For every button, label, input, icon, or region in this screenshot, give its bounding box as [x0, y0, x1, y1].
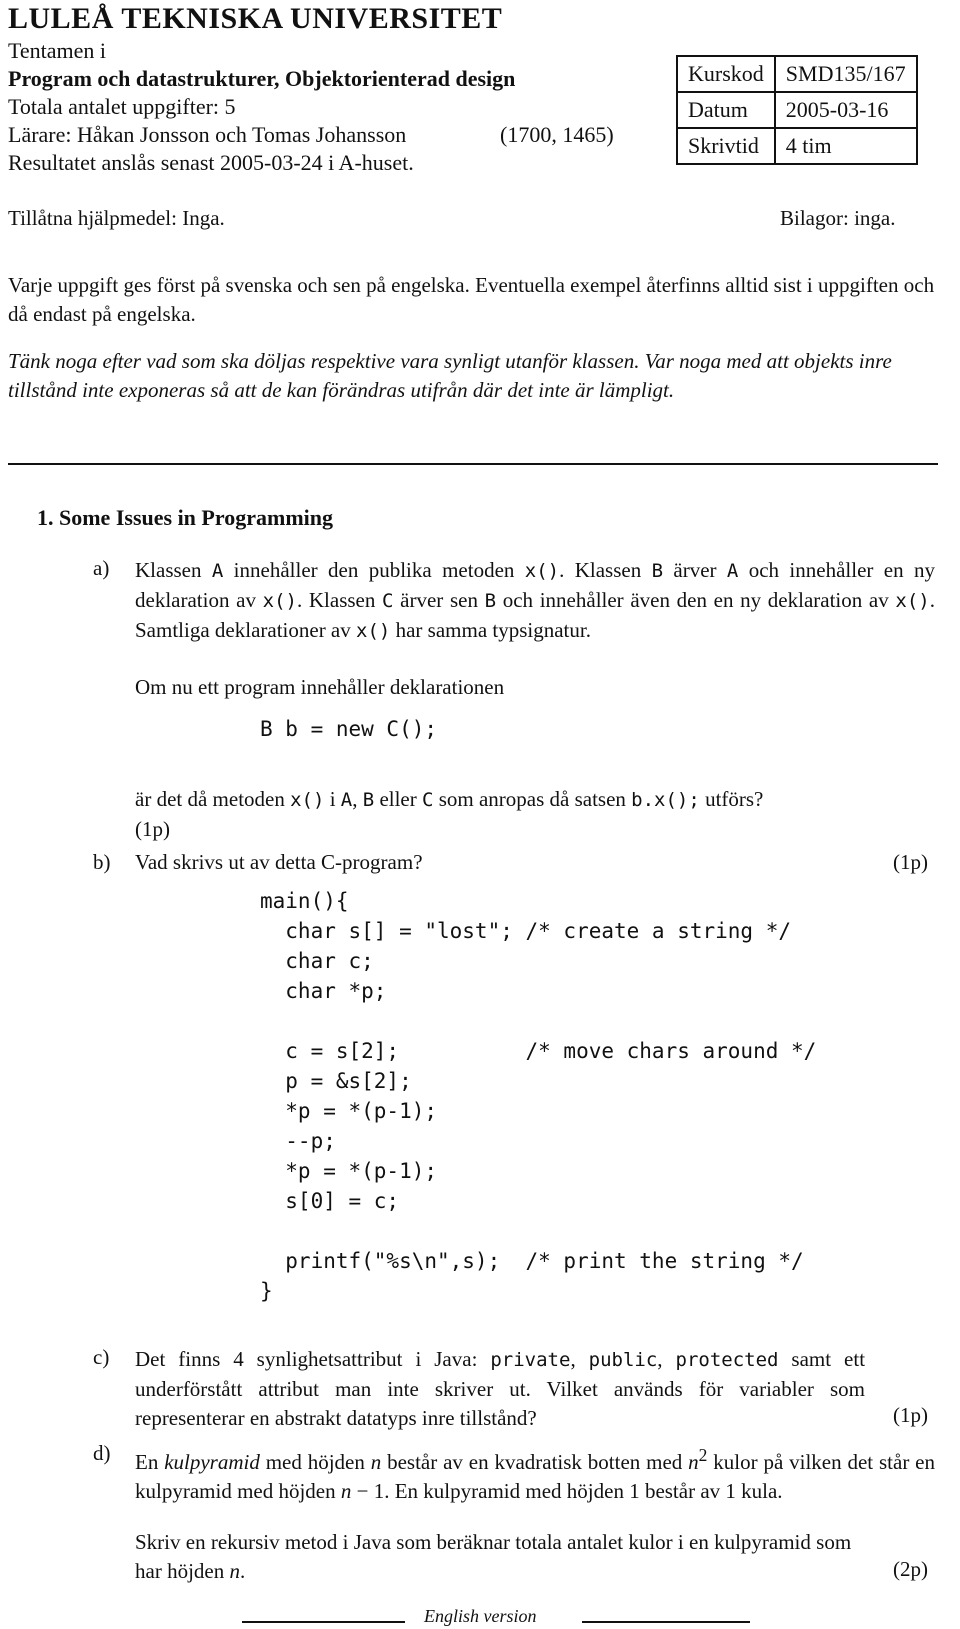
code-line: printf("%s\n",s); /* print the string */ — [260, 1249, 804, 1273]
task-d-label: d) — [93, 1441, 111, 1465]
meta-value: SMD135/167 — [775, 56, 917, 92]
results-note: Resultatet anslås senast 2005-03-24 i A-huset. — [8, 150, 414, 175]
meta-value: 4 tim — [775, 128, 917, 164]
text: har samma typsignatur. — [390, 618, 591, 642]
intro-paragraph: Varje uppgift ges först på svenska och sen på engelska. Eventuella exempel återfinns alltid sist i uppgiften och då endast på engelska. — [8, 273, 935, 326]
code-line: *p = *(p-1); — [260, 1099, 438, 1123]
class-name: C — [422, 789, 434, 811]
variable: n — [688, 1450, 699, 1474]
method-name: x() — [262, 590, 297, 612]
course-meta-table — [676, 55, 918, 165]
task-a-question — [135, 785, 935, 844]
class-name: B — [362, 789, 375, 811]
section-number: 1. — [37, 505, 54, 530]
meta-key: Datum — [677, 92, 775, 128]
task-b-label: b) — [93, 850, 111, 874]
text: Klassen — [135, 558, 212, 582]
task-d-text — [135, 1441, 935, 1506]
code-line: main(){ — [260, 889, 349, 913]
attachments: Bilagor: inga. — [780, 206, 896, 230]
text: och innehåller en ny deklaration av — [135, 558, 935, 612]
teachers: Lärare: Håkan Jonsson och Tomas Johansson — [8, 122, 407, 147]
method-name: x() — [895, 590, 930, 612]
text: , — [570, 1347, 589, 1371]
task-b-text: Vad skrivs ut av detta C-program? — [135, 850, 423, 874]
meta-row-course-code — [677, 56, 917, 92]
exponent: 2 — [698, 1445, 708, 1465]
meta-key: Skrivtid — [677, 128, 775, 164]
text: , — [352, 787, 363, 811]
class-name: A — [340, 789, 353, 811]
text: . Klassen — [559, 558, 652, 582]
university-title: LULEÅ TEKNISKA UNIVERSITET — [8, 2, 503, 35]
text: , — [657, 1347, 676, 1371]
keyword: private — [490, 1349, 571, 1371]
text: ärver — [663, 558, 727, 582]
code-line: --p; — [260, 1129, 336, 1153]
task-c-text — [135, 1345, 865, 1433]
section-heading — [37, 505, 333, 531]
text: . — [239, 1559, 246, 1583]
task-c-label: c) — [93, 1345, 110, 1369]
footer-rule-right — [582, 1621, 750, 1623]
text: som anropas då satsen — [433, 787, 632, 811]
code-line: c = s[2]; /* move chars around */ — [260, 1039, 817, 1063]
keyword: public — [588, 1349, 658, 1371]
text: innehåller den publika metoden — [223, 558, 525, 582]
text: ärver sen — [393, 588, 485, 612]
code-line: } — [260, 1279, 273, 1303]
term: kulpyramid — [164, 1450, 260, 1474]
exam-label: Tentamen i — [8, 38, 107, 63]
course-title: Program och datastrukturer, Objektorienterad design — [8, 66, 516, 91]
variable: n — [229, 1559, 240, 1583]
task-a-label: a) — [93, 556, 110, 580]
text: − 1. En kulpyramid med höjden 1 består av 1 kula. — [351, 1479, 783, 1503]
intro-note: Tänk noga efter vad som ska döljas respektive vara synligt utanför klassen. Var noga med att objekts inre tillstånd inte exponeras så att de kan förändras utifrån där det inte är lämpligt. — [8, 349, 892, 402]
code-line: p = &s[2]; — [260, 1069, 412, 1093]
task-c-points: (1p) — [893, 1403, 928, 1427]
task-a-code: B b = new C(); — [260, 717, 438, 741]
points: (1p) — [135, 817, 170, 841]
text: i — [324, 787, 341, 811]
meta-row-duration — [677, 128, 917, 164]
task-b-points: (1p) — [893, 850, 928, 874]
code-line: char s[] = "lost"; /* create a string */ — [260, 919, 792, 943]
code-line: char *p; — [260, 979, 387, 1003]
task-a-text — [135, 556, 935, 646]
code-line: *p = *(p-1); — [260, 1159, 438, 1183]
text: med höjden — [259, 1450, 371, 1474]
variable: n — [370, 1450, 382, 1474]
teacher-phones: (1700, 1465) — [500, 122, 614, 147]
total-tasks: Totala antalet uppgifter: 5 — [8, 94, 236, 119]
class-name: A — [726, 560, 739, 582]
keyword: protected — [675, 1349, 779, 1371]
code-line: s[0] = c; — [260, 1189, 400, 1213]
text: Det finns 4 synlighetsattribut i Java: — [135, 1347, 491, 1371]
method-name: x() — [290, 789, 325, 811]
text: En — [135, 1450, 165, 1474]
text: och innehåller även den en ny deklaration av — [496, 588, 896, 612]
section-title: Some Issues in Programming — [59, 505, 333, 530]
class-name: B — [651, 560, 664, 582]
allowed-aids: Tillåtna hjälpmedel: Inga. — [8, 206, 225, 230]
method-name: x() — [524, 560, 560, 582]
text: . Samtliga deklarationer av — [135, 588, 935, 642]
text: . Klassen — [296, 588, 383, 612]
method-name: x() — [356, 620, 391, 642]
text: Skriv en rekursiv metod i Java som beräknar totala antalet kulor i en kulpyramid som har höjden — [135, 1530, 852, 1583]
class-name: B — [484, 590, 497, 612]
text: är det då metoden — [135, 787, 291, 811]
footer-rule-left — [242, 1621, 405, 1623]
text: består av en kvadratisk botten med — [381, 1450, 689, 1474]
code-line: char c; — [260, 949, 374, 973]
task-a-line2: Om nu ett program innehåller deklarationen — [135, 675, 505, 699]
task-d-instruction — [135, 1528, 865, 1586]
text: samt ett underförstått attribut man inte skriver ut. Vilket används för variabler som representerar en abstrakt datatyps inre tillstånd? — [135, 1347, 866, 1430]
class-name: C — [382, 590, 394, 612]
header-divider — [8, 463, 938, 465]
text: kulor på vilken det står en kulpyramid med höjden — [135, 1450, 935, 1503]
statement: b.x(); — [631, 789, 700, 811]
class-name: A — [211, 560, 224, 582]
task-d-points: (2p) — [893, 1557, 928, 1581]
variable: n — [340, 1479, 352, 1503]
meta-row-date — [677, 92, 917, 128]
meta-key: Kurskod — [677, 56, 775, 92]
footer-label: English version — [424, 1606, 537, 1626]
meta-value: 2005-03-16 — [775, 92, 917, 128]
text: utförs? — [699, 787, 764, 811]
text: eller — [374, 787, 422, 811]
